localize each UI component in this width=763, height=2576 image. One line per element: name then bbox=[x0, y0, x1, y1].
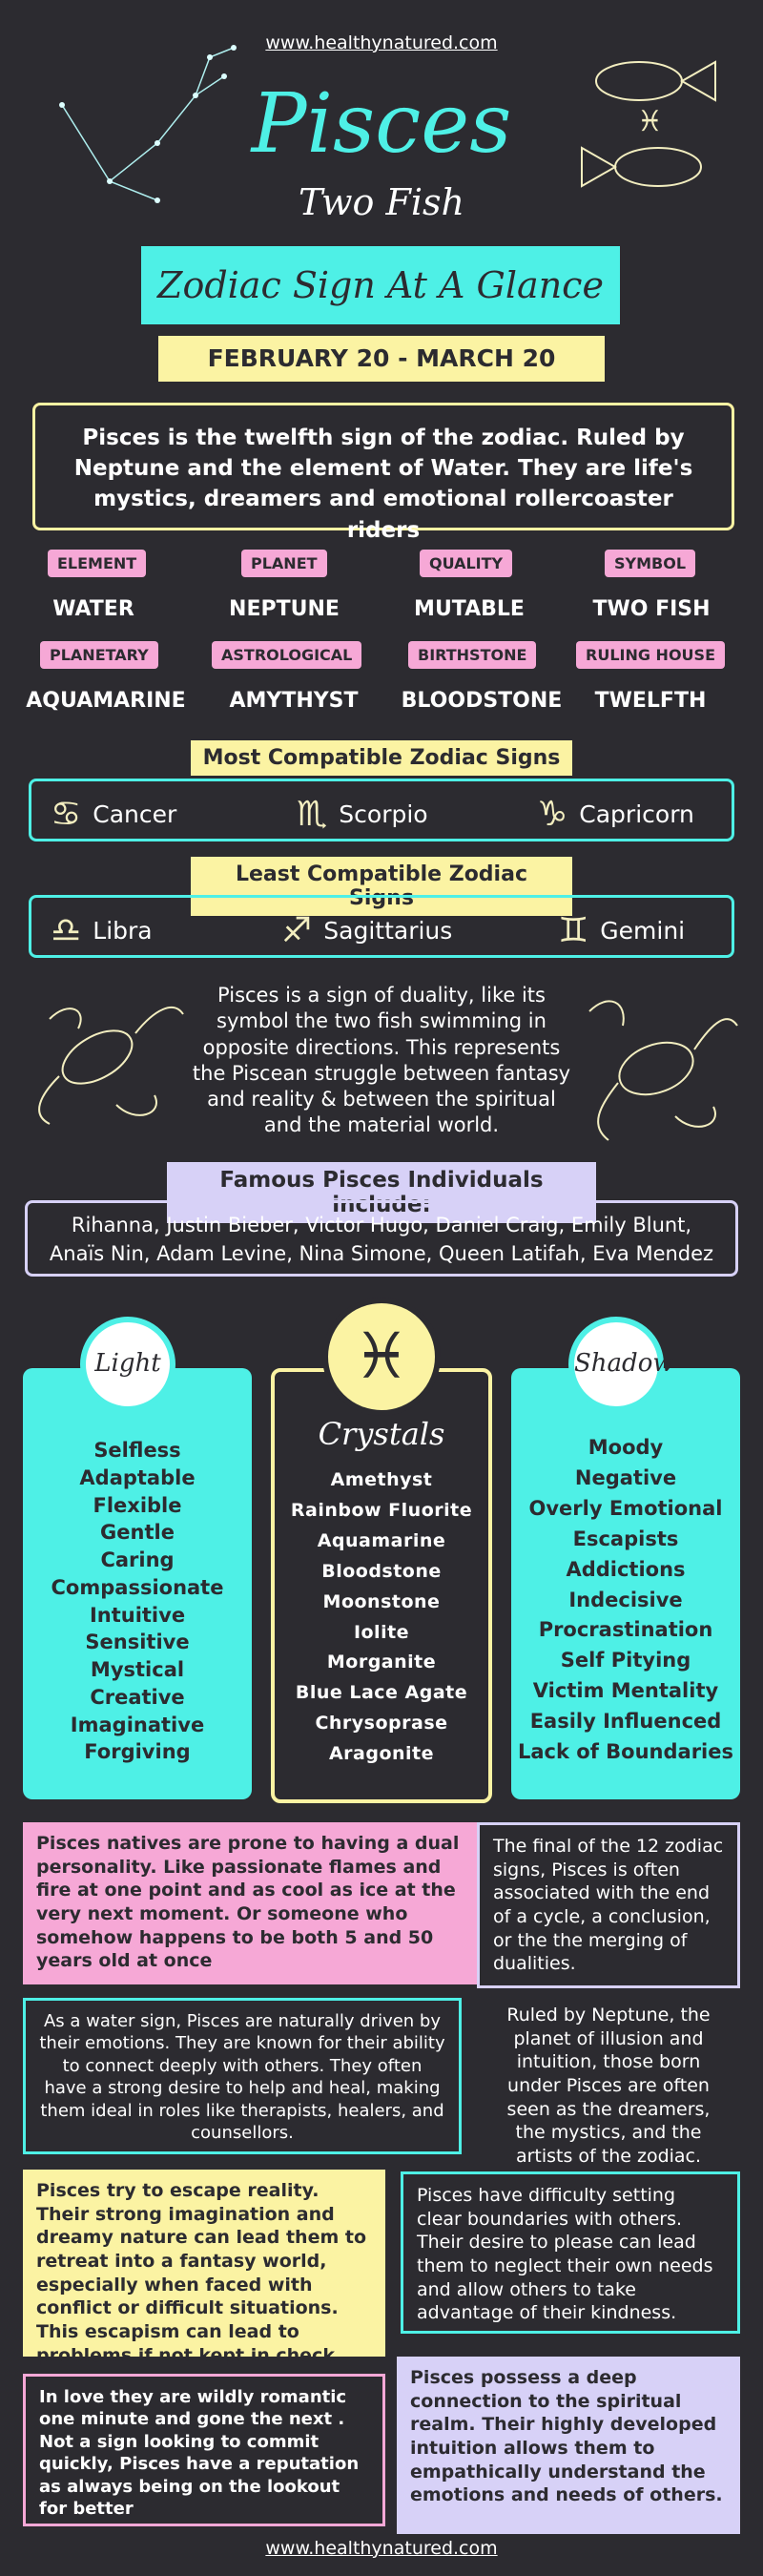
crystal-item: Morganite bbox=[326, 1652, 437, 1673]
birthstone-tag: BIRTHSTONE bbox=[408, 641, 536, 669]
element-value: WATER bbox=[52, 597, 134, 621]
cancer-icon: ♋ bbox=[51, 795, 82, 834]
final-sign-panel: The final of the 12 zodiac signs, Pisces is often associated with the end of a cycle, a conclusion, or the the merging of dualities. bbox=[477, 1822, 740, 1988]
shadow-trait: Easily Influenced bbox=[529, 1710, 722, 1734]
site-url-bottom[interactable]: www.healthynatured.com bbox=[265, 2538, 498, 2559]
light-trait: Intuitive bbox=[89, 1603, 186, 1627]
light-trait: Compassionate bbox=[51, 1575, 224, 1599]
crystal-item: Blue Lace Agate bbox=[295, 1682, 468, 1704]
sign-name: Capricorn bbox=[579, 800, 694, 828]
intro-box: Pisces is the twelfth sign of the zodiac. Ruled by Neptune and the element of Water. They are life's mystics, dreamers and emotional rollercoaster riders bbox=[32, 403, 734, 530]
gemini-icon: ♊ bbox=[558, 911, 589, 950]
symbol-value: TWO FISH bbox=[592, 597, 711, 621]
glance-banner: Zodiac Sign At A Glance bbox=[141, 246, 620, 324]
sign-name: Gemini bbox=[600, 917, 686, 945]
shadow-trait: Self Pitying bbox=[560, 1649, 691, 1672]
shadow-trait: Moody bbox=[588, 1436, 664, 1459]
dual-personality-panel: Pisces natives are prone to having a dual personality. Like passionate flames and fire at one point and as cool as ice at the very next moment. Or someone who somehow happens to be both 5 and 50 years old at once bbox=[23, 1822, 477, 1984]
quality-tag: QUALITY bbox=[420, 550, 512, 577]
crystal-item: Iolite bbox=[353, 1621, 410, 1643]
quality-value: MUTABLE bbox=[414, 597, 525, 621]
most-compatible-heading: Most Compatible Zodiac Signs bbox=[191, 740, 572, 776]
shadow-badge: Shadow bbox=[568, 1317, 664, 1412]
sign-name: Cancer bbox=[93, 800, 177, 828]
date-range-badge: FEBRUARY 20 - MARCH 20 bbox=[158, 336, 605, 382]
ruling-house-tag: RULING HOUSE bbox=[576, 641, 725, 669]
crystal-item: Aquamarine bbox=[317, 1529, 446, 1551]
spiritual-panel: Pisces possess a deep connection to the spiritual realm. Their highly developed intuition allows them to empathically understand the emotions and needs of others. bbox=[397, 2357, 740, 2534]
crystal-item: Amethyst bbox=[330, 1469, 433, 1490]
escape-reality-panel: Pisces try to escape reality. Their strong imagination and dreamy nature can lead them to retreat into a fantasy world, especially when faced with conflict or difficult situations. This escapism can lead to problems if not kept in check bbox=[23, 2170, 385, 2357]
light-trait: Mystical bbox=[90, 1658, 185, 1682]
least-compatible-heading: Least Compatible Zodiac Signs bbox=[191, 857, 572, 916]
element-tag: ELEMENT bbox=[48, 550, 146, 577]
famous-line-2: Anaïs Nin, Adam Levine, Nina Simone, Queen Latifah, Eva Mendez bbox=[49, 1242, 714, 1266]
sign-capricorn bbox=[537, 795, 694, 834]
boundaries-panel: Pisces have difficulty setting clear boundaries with others. Their desire to please can lead them to neglect their own needs and allow others to take advantage of their kindness. bbox=[401, 2171, 740, 2334]
light-traits-list bbox=[23, 1437, 252, 1766]
sign-name: Libra bbox=[93, 917, 153, 945]
shadow-trait: Overly Emotional bbox=[528, 1496, 723, 1520]
shadow-trait: Procrastination bbox=[538, 1618, 713, 1642]
light-trait: Forgiving bbox=[84, 1740, 191, 1764]
sign-name: Scorpio bbox=[339, 800, 428, 828]
famous-line-1: Rihanna, Justin Bieber, Victor Hugo, Daniel Craig, Emily Blunt, bbox=[71, 1214, 692, 1236]
planet-tag: PLANET bbox=[241, 550, 327, 577]
light-trait: Caring bbox=[100, 1548, 175, 1572]
sign-scorpio bbox=[297, 795, 428, 834]
astrological-tag: ASTROLOGICAL bbox=[212, 641, 361, 669]
shadow-trait: Escapists bbox=[572, 1527, 679, 1550]
shadow-trait: Indecisive bbox=[568, 1588, 683, 1611]
shadow-trait: Addictions bbox=[566, 1557, 686, 1581]
love-panel: In love they are wildly romantic one minute and gone the next . Not a sign looking to commit quickly, Pisces have a reputation as always being on the lookout for better bbox=[23, 2374, 385, 2526]
shadow-trait: Negative bbox=[574, 1465, 677, 1489]
neptune-panel: Ruled by Neptune, the planet of illusion and intuition, those born under Pisces are often seen as the dreamers, the mystics, and the artists of the zodiac. bbox=[506, 2005, 711, 2168]
svg-text:♓: ♓ bbox=[637, 105, 663, 138]
scorpio-icon: ♏ bbox=[297, 795, 328, 834]
light-trait: Creative bbox=[90, 1685, 185, 1709]
astrological-value: AMYTHYST bbox=[229, 689, 359, 713]
crystal-item: Aragonite bbox=[328, 1743, 435, 1765]
crystal-item: Bloodstone bbox=[321, 1560, 442, 1582]
light-trait: Adaptable bbox=[79, 1465, 196, 1489]
light-trait: Gentle bbox=[100, 1521, 175, 1545]
shadow-trait: Victim Mentality bbox=[532, 1679, 719, 1703]
sign-name: Sagittarius bbox=[323, 917, 453, 945]
crystal-item: Moonstone bbox=[322, 1590, 441, 1612]
sign-gemini bbox=[558, 911, 685, 950]
crystals-title: Crystals bbox=[318, 1416, 445, 1452]
shadow-trait: Lack of Boundaries bbox=[518, 1740, 733, 1764]
ruling-house-value: TWELFTH bbox=[594, 689, 707, 713]
light-trait: Flexible bbox=[93, 1493, 182, 1517]
sagittarius-icon: ♐ bbox=[281, 911, 313, 950]
duality-text: Pisces is a sign of duality, like its symbol the two fish swimming in opposite directions. This represents the Piscean struggle between fantasy and reality & between the spiritual and the material world. bbox=[192, 984, 571, 1137]
least-compatible-box bbox=[29, 895, 734, 958]
light-badge: Light bbox=[80, 1317, 175, 1412]
libra-icon: ♎ bbox=[51, 911, 82, 950]
sign-cancer bbox=[51, 795, 176, 834]
site-url-top[interactable]: www.healthynatured.com bbox=[265, 32, 498, 53]
page-title: Pisces bbox=[251, 76, 512, 172]
water-sign-panel: As a water sign, Pisces are naturally driven by their emotions. They are known for their ability to connect deeply with others. They often have a strong desire to help and heal, making them ideal in roles like therapists, healers, and counsellors. bbox=[23, 1998, 462, 2154]
crystals-list bbox=[271, 1465, 492, 1770]
pisces-glyph-icon: ♓ bbox=[322, 1298, 441, 1416]
most-compatible-box bbox=[29, 779, 734, 841]
planet-value: NEPTUNE bbox=[229, 597, 340, 621]
famous-box bbox=[25, 1200, 738, 1277]
koi-fish-left-icon bbox=[21, 981, 193, 1133]
planetary-tag: PLANETARY bbox=[40, 641, 158, 669]
planetary-value: AQUAMARINE bbox=[26, 689, 186, 713]
light-trait: Selfless bbox=[93, 1439, 181, 1462]
light-trait: Sensitive bbox=[85, 1631, 190, 1654]
capricorn-icon: ♑ bbox=[537, 795, 568, 834]
famous-heading: Famous Pisces Individuals include: bbox=[167, 1162, 596, 1223]
crystal-item: Chrysoprase bbox=[315, 1713, 448, 1735]
shadow-traits-list bbox=[511, 1433, 740, 1768]
light-trait: Imaginative bbox=[70, 1713, 205, 1736]
sign-libra bbox=[51, 911, 153, 950]
crystal-item: Rainbow Fluorite bbox=[290, 1499, 473, 1521]
symbol-tag: SYMBOL bbox=[605, 550, 695, 577]
page-subtitle: Two Fish bbox=[299, 181, 464, 223]
koi-fish-right-icon bbox=[570, 983, 742, 1154]
birthstone-value: BLOODSTONE bbox=[401, 689, 563, 713]
sign-sagittarius bbox=[281, 911, 452, 950]
